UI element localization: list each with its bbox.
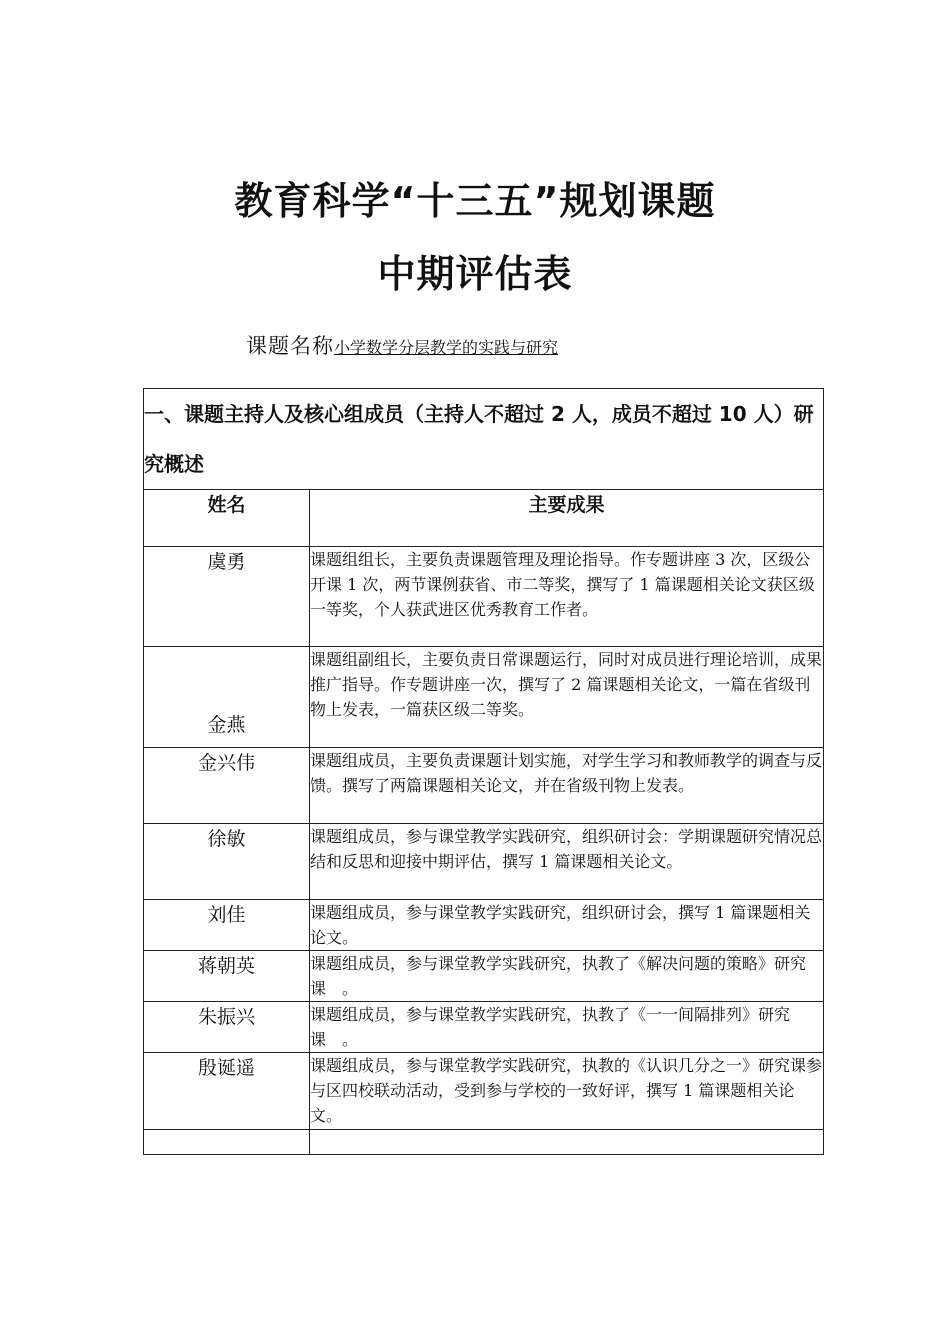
table-row	[144, 647, 824, 748]
member-name: 金燕	[144, 647, 310, 748]
column-header-name: 姓名	[144, 490, 310, 547]
section-heading-row	[144, 389, 824, 490]
member-achievement: 课题组副组长，主要负责日常课题运行，同时对成员进行理论培训，成果推广指导。作专题讲座一次，撰写了 2 篇课题相关论文，一篇在省级刊物上发表，一篇获区级二等奖。	[310, 647, 824, 748]
member-name	[144, 1130, 310, 1155]
page-subtitle: 中期评估表	[377, 252, 573, 296]
topic-value: 小学数学分层教学的实践与研究	[334, 338, 559, 357]
table-row-empty	[144, 1130, 824, 1155]
table-header-row	[144, 490, 824, 547]
member-achievement: 课题组成员，参与课堂教学实践研究，执教了《一一间隔排列》研究课 。	[310, 1002, 824, 1053]
table-row	[144, 1002, 824, 1053]
table-row	[144, 547, 824, 647]
member-name: 徐敏	[144, 824, 310, 900]
column-header-achievement: 主要成果	[310, 490, 824, 547]
member-name: 虞勇	[144, 547, 310, 647]
member-achievement: 课题组成员，参与课堂教学实践研究，执教了《解决问题的策略》研究课 。	[310, 951, 824, 1002]
table-row	[144, 1053, 824, 1130]
topic-line	[246, 330, 558, 360]
table-row	[144, 748, 824, 824]
member-name: 朱振兴	[144, 1002, 310, 1053]
topic-label: 课题名称	[246, 334, 334, 358]
member-achievement: 课题组成员，参与课堂教学实践研究，组织研讨会：学期课题研究情况总结和反思和迎接中期评估，撰写 1 篇课题相关论文。	[310, 824, 824, 900]
member-achievement: 课题组成员，主要负责课题计划实施，对学生学习和教师教学的调查与反馈。撰写了两篇课题相关论文，并在省级刊物上发表。	[310, 748, 824, 824]
member-achievement	[310, 1130, 824, 1155]
member-name: 刘佳	[144, 900, 310, 951]
member-achievement: 课题组成员，参与课堂教学实践研究，组织研讨会，撰写 1 篇课题相关论文。	[310, 900, 824, 951]
table-row	[144, 824, 824, 900]
member-achievement: 课题组组长，主要负责课题管理及理论指导。作专题讲座 3 次，区级公开课 1 次，两节课例获省、市二等奖，撰写了 1 篇课题相关论文获区级一等奖，个人获武进区优秀教育工作者。	[310, 547, 824, 647]
table-row	[144, 951, 824, 1002]
table-row	[144, 900, 824, 951]
page-title: 教育科学“十三五”规划课题	[234, 179, 716, 223]
members-table	[143, 388, 824, 1155]
member-name: 殷诞遥	[144, 1053, 310, 1130]
member-name: 蒋朝英	[144, 951, 310, 1002]
member-achievement: 课题组成员，参与课堂教学实践研究，执教的《认识几分之一》研究课参与区四校联动活动，受到参与学校的一致好评，撰写 1 篇课题相关论文。	[310, 1053, 824, 1130]
section-heading: 一、课题主持人及核心组成员（主持人不超过 2 人，成员不超过 10 人）研究概述	[144, 389, 824, 490]
member-name: 金兴伟	[144, 748, 310, 824]
